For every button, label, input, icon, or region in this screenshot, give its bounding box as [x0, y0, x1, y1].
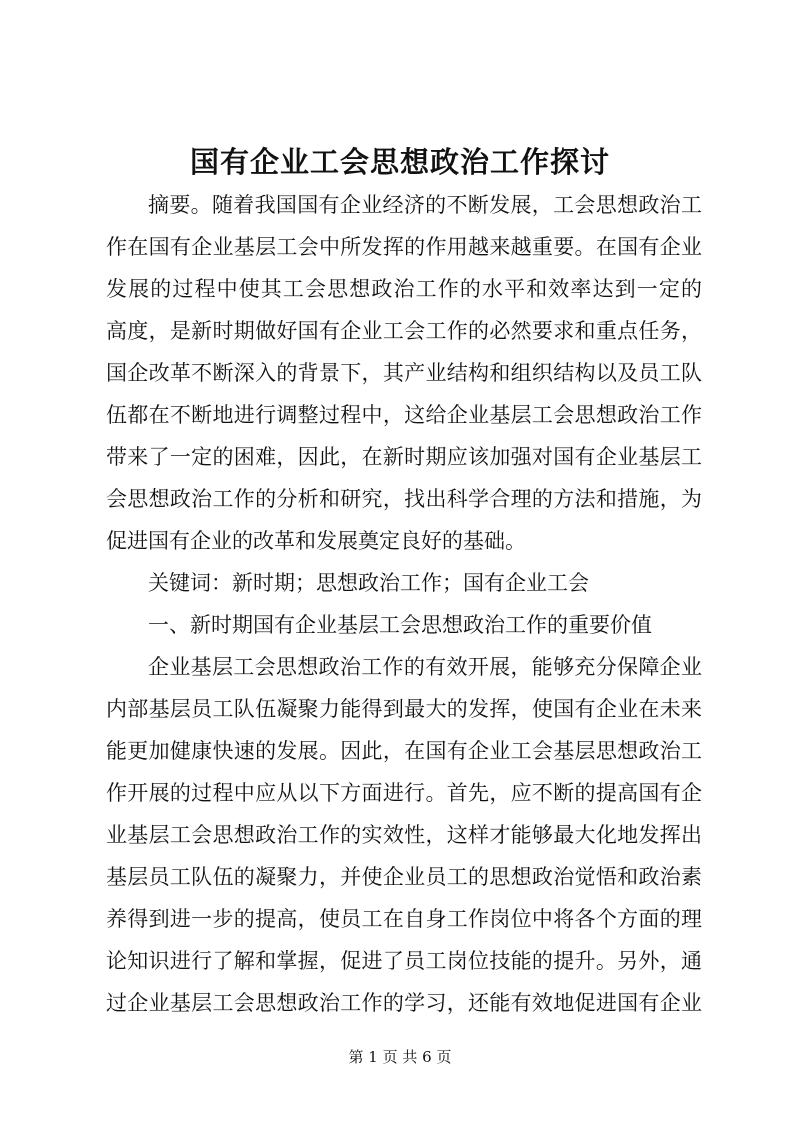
page-footer: 第 1 页 共 6 页: [348, 1048, 452, 1066]
abstract-line: 摘要。随着我国国有企业经济的不断发展，工会思想政治工: [148, 193, 702, 217]
section-heading: 一、新时期国有企业基层工会思想政治工作的重要价值: [148, 613, 652, 637]
body-line: 能更加健康快速的发展。因此，在国有企业工会基层思想政治工: [106, 739, 702, 763]
abstract-line: 发展的过程中使其工会思想政治工作的水平和效率达到一定的: [106, 277, 702, 301]
abstract-line: 会思想政治工作的分析和研究，找出科学合理的方法和措施，为: [106, 487, 702, 511]
body-line: 基层员工队伍的凝聚力，并使企业员工的思想政治觉悟和政治素: [106, 865, 702, 889]
body-line: 业基层工会思想政治工作的实效性，这样才能够最大化地发挥出: [106, 823, 702, 847]
body-line: 作开展的过程中应从以下方面进行。首先，应不断的提高国有企: [106, 781, 702, 805]
body-line: 内部基层员工队伍凝聚力能得到最大的发挥，使国有企业在未来: [106, 697, 702, 721]
abstract-line: 高度，是新时期做好国有企业工会工作的必然要求和重点任务，: [106, 319, 702, 343]
keywords-line: 关键词：新时期；思想政治工作；国有企业工会: [148, 571, 589, 595]
body-line: 企业基层工会思想政治工作的有效开展，能够充分保障企业: [148, 655, 702, 679]
abstract-line: 国企改革不断深入的背景下，其产业结构和组织结构以及员工队: [106, 361, 702, 385]
abstract-line: 促进国有企业的改革和发展奠定良好的基础。: [106, 529, 526, 553]
abstract-line: 带来了一定的困难，因此，在新时期应该加强对国有企业基层工: [106, 445, 702, 469]
document-title: 国有企业工会思想政治工作探讨: [189, 145, 610, 179]
body-line: 论知识进行了解和掌握，促进了员工岗位技能的提升。另外，通: [106, 949, 702, 973]
abstract-line: 伍都在不断地进行调整过程中，这给企业基层工会思想政治工作: [106, 403, 702, 427]
body-line: 养得到进一步的提高，使员工在自身工作岗位中将各个方面的理: [106, 907, 702, 931]
abstract-line: 作在国有企业基层工会中所发挥的作用越来越重要。在国有企业: [106, 235, 702, 259]
body-line: 过企业基层工会思想政治工作的学习，还能有效地促进国有企业: [106, 991, 702, 1015]
